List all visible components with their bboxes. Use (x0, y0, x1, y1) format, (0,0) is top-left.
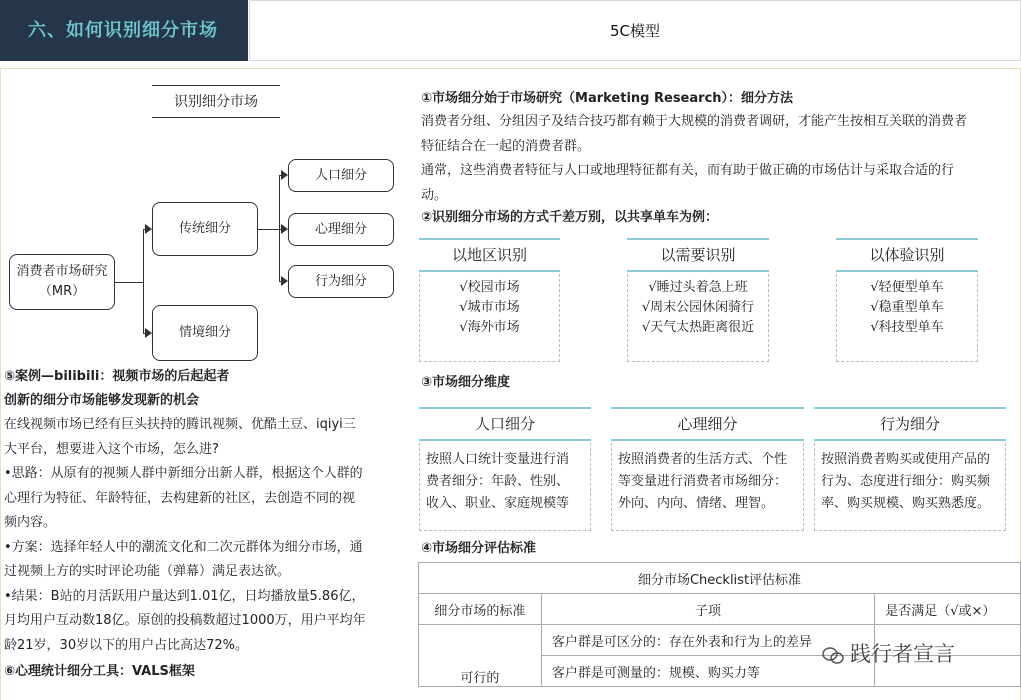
category-item: √稳重型单车 (870, 300, 944, 315)
case-line: •思路：从原有的视频人群中新细分出新人群，根据这个人群的 (4, 466, 363, 481)
dim-demographic-desc (419, 443, 591, 531)
category-item: √轻便型单车 (870, 280, 944, 295)
dim-line: 按照消费者的生活方式、个性 (618, 452, 788, 467)
case-line: 频内容。 (4, 515, 57, 530)
point3-heading: ③市场细分维度 (421, 375, 511, 390)
point1-line: 消费者分组、分组因子及结合技巧都有赖于大规模的消费者调研，才能产生按相互关联的消费者 (421, 114, 968, 129)
watermark-text: 践行者宣言 (850, 642, 955, 666)
category-item: √睡过头着急上班 (648, 280, 748, 295)
point4-heading: ④市场细分评估标准 (421, 541, 537, 556)
table-row (419, 563, 1021, 594)
connector (143, 229, 144, 333)
case-line: •方案：选择年轻人中的潮流文化和二次元群体为细分市场，通 (4, 539, 363, 555)
dim-demographic-title: 人口细分 (419, 407, 591, 441)
category-experience-list (836, 274, 978, 362)
tree-title: 识别细分市场 (152, 85, 280, 118)
tree-node-traditional: 传统细分 (152, 202, 258, 256)
dim-line: 按照消费者购买或使用产品的 (821, 452, 991, 467)
category-item: √校园市场 (459, 280, 520, 295)
dim-line: 外向、内向、情绪、理智。 (618, 496, 775, 511)
point1-line: 特征结合在一起的消费者群。 (421, 138, 591, 154)
connector (115, 282, 143, 283)
point2-heading: ②识别细分市场的方式千差万别，以共享单车为例： (421, 210, 719, 225)
dim-line: 按照人口统计变量进行消 (426, 452, 570, 467)
case-subheading: 创新的细分市场能够发现新的机会 (4, 393, 200, 408)
checklist-table (418, 562, 1021, 687)
arrow-icon (145, 328, 152, 338)
column-header: 细分市场的标准 (419, 594, 542, 625)
point1-body (421, 110, 1021, 208)
category-need-list (627, 274, 769, 362)
category-region-list (419, 274, 560, 362)
category-item: √城市市场 (459, 300, 520, 315)
category-item: √海外市场 (459, 320, 520, 335)
dim-psychographic-desc (611, 443, 804, 531)
category-item: √天气太热距离很近 (641, 320, 755, 335)
dim-behavioral-title: 行为细分 (814, 407, 1006, 441)
case-line: 过视频上方的实时评论功能（弹幕）满足表达欲。 (4, 564, 291, 579)
model-title: 5C模型 (249, 0, 1021, 61)
criteria-cell: 可行的 (419, 625, 542, 687)
case-line: 龄21岁，30岁以下的用户占比高达72%。 (4, 637, 248, 653)
dim-line: 收入、职业、家庭规模等 (426, 496, 570, 511)
category-need-title: 以需要识别 (627, 238, 769, 272)
tree-root-node: 消费者市场研究 （MR） (9, 254, 115, 310)
column-header: 子项 (541, 594, 874, 625)
wechat-icon (822, 646, 844, 664)
point1-heading: ①市场细分始于市场研究（Marketing Research）：细分方法 (421, 91, 794, 106)
case-line: 在线视频市场已经有巨头扶持的腾讯视频、优酷土豆、iqiyi三 (4, 417, 356, 432)
tree-node-psychographic: 心理细分 (288, 213, 394, 246)
dim-line: 等变量进行消费者市场细分： (618, 474, 788, 489)
section-title: 六、如何识别细分市场 (0, 0, 248, 61)
case-body (4, 413, 404, 658)
subitem-cell: 客户群是可测量的：规模、购买力等 (541, 656, 874, 687)
category-region-title: 以地区识别 (419, 238, 560, 272)
case-line: •结果：B站的月活跃用户量达到1.01亿，日均播放量5.86亿， (4, 588, 365, 604)
case-line: 月均用户互动数18亿。原创的投稿数超过1000万，用户平均年 (4, 613, 366, 628)
column-header: 是否满足（√或×） (875, 594, 1021, 625)
case-heading: ⑤案例—bilibili：视频市场的后起起者 (4, 369, 230, 384)
tree-node-behavioral: 行为细分 (288, 265, 394, 298)
arrow-icon (281, 170, 288, 180)
arrow-icon (145, 224, 152, 234)
tree-node-demographic: 人口细分 (288, 159, 394, 192)
connector (258, 229, 279, 230)
category-experience-title: 以体验识别 (836, 238, 978, 272)
case-line: 心理行为特征、年龄特征，去构建新的社区，去创造不同的视 (4, 490, 356, 506)
point1-line: 通常，这些消费者特征与人口或地理特征都有关，而有助于做正确的市场估计与采取合适的行 (421, 163, 955, 178)
category-item: √周末公园休闲骑行 (641, 300, 755, 315)
point1-line: 动。 (421, 187, 448, 203)
dim-line: 费者细分：年龄、性别、 (426, 474, 570, 489)
table-header-row (419, 594, 1021, 625)
arrow-icon (281, 276, 288, 286)
case-line: 大平台，想要进入这个市场，怎么进? (4, 441, 219, 457)
dim-line: 率、购买规模、购买熟悉度。 (821, 496, 991, 511)
dim-line: 行为、态度进行细分：购买频 (821, 474, 991, 489)
subitem-cell: 客户群是可区分的：存在外表和行为上的差异 (541, 625, 874, 656)
checklist-title: 细分市场Checklist评估标准 (419, 563, 1021, 594)
vals-heading: ⑥心理统计细分工具：VALS框架 (4, 664, 195, 679)
category-item: √科技型单车 (870, 320, 944, 335)
dim-psychographic-title: 心理细分 (611, 407, 804, 441)
tree-node-situational: 情境细分 (152, 305, 258, 361)
arrow-icon (281, 224, 288, 234)
dim-behavioral-desc (814, 443, 1006, 531)
watermark (822, 638, 955, 668)
